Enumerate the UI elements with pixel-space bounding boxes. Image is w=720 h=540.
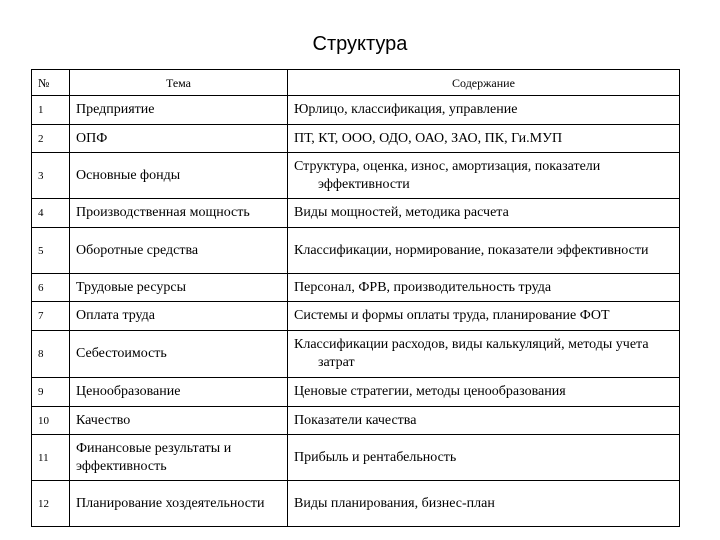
row-content: Системы и формы оплаты труда, планирование ФОТ: [288, 302, 680, 331]
row-num: 8: [32, 331, 70, 378]
row-topic: Себестоимость: [70, 331, 288, 378]
table-row: [32, 378, 680, 407]
table-row: [32, 407, 680, 435]
row-num: 12: [32, 481, 70, 527]
page-title: Структура: [312, 33, 408, 55]
row-num: 2: [32, 125, 70, 153]
table-row: [32, 302, 680, 331]
row-content: Прибыль и рентабельность: [288, 435, 680, 481]
table-row: [32, 274, 680, 302]
row-topic: Ценообразование: [70, 378, 288, 407]
row-num: 11: [32, 435, 70, 481]
row-content: Персонал, ФРВ, производительность труда: [288, 274, 680, 302]
row-num: 6: [32, 274, 70, 302]
row-num: 5: [32, 228, 70, 274]
row-topic: Качество: [70, 407, 288, 435]
row-content: ПТ, КТ, ООО, ОДО, ОАО, ЗАО, ПК, Ги.МУП: [288, 125, 680, 153]
table-row: [32, 96, 680, 125]
row-content: Классификации расходов, виды калькуляций, методы учета затрат: [294, 337, 649, 370]
row-num: 10: [32, 407, 70, 435]
structure-table: [31, 69, 680, 527]
row-content: Юрлицо, классификация, управление: [288, 96, 680, 125]
row-topic: Планирование хоздеятельности: [70, 481, 288, 527]
row-topic: Финансовые результаты и эффективность: [70, 435, 288, 481]
row-topic: Оборотные средства: [70, 228, 288, 274]
row-content: Виды планирования, бизнес-план: [288, 481, 680, 527]
row-content: Ценовые стратегии, методы ценообразования: [288, 378, 680, 407]
row-content: Показатели качества: [288, 407, 680, 435]
row-num: 4: [32, 199, 70, 228]
table-row: [32, 153, 680, 199]
header-topic: Тема: [70, 70, 288, 96]
row-topic: Трудовые ресурсы: [70, 274, 288, 302]
table-row: [32, 125, 680, 153]
row-num: 3: [32, 153, 70, 199]
row-num: 7: [32, 302, 70, 331]
table-row: [32, 331, 680, 378]
row-topic: Основные фонды: [70, 153, 288, 199]
row-content: Структура, оценка, износ, амортизация, показатели эффективности: [294, 158, 601, 192]
row-num: 1: [32, 96, 70, 125]
header-content: Содержание: [288, 70, 680, 96]
row-topic: Производственная мощность: [70, 199, 288, 228]
table-row: [32, 435, 680, 481]
table-row: [32, 199, 680, 228]
row-content: Классификации, нормирование, показатели эффективности: [294, 242, 649, 258]
row-content: Виды мощностей, методика расчета: [288, 199, 680, 228]
header-num: №: [32, 70, 70, 96]
table-header-row: [32, 70, 680, 96]
row-topic: Предприятие: [70, 96, 288, 125]
row-num: 9: [32, 378, 70, 407]
table-row: [32, 481, 680, 527]
table-row: [32, 228, 680, 274]
row-topic: Оплата труда: [70, 302, 288, 331]
row-topic: ОПФ: [70, 125, 288, 153]
